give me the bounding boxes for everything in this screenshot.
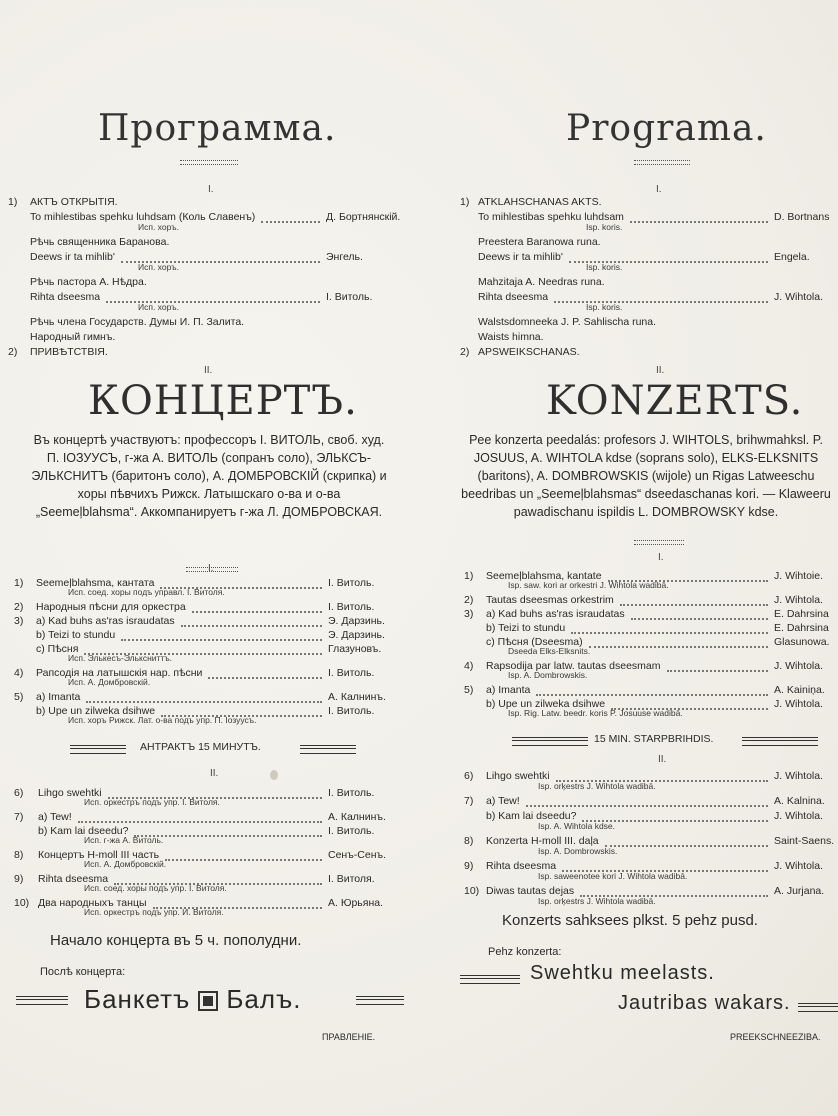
concert-title: КОНЦЕРТЪ. [88,378,358,424]
program-item: Рѣчь священника Баранова. [30,236,170,248]
program-item: Рѣчь члена Государств. Думы И. П. Залита. [30,316,245,328]
composer-name: A. Kainiņa. [774,684,825,696]
performer-note: Isp. saw. kori ar orkestri J. Wihtola wadibā. [508,580,669,590]
leader-dots [192,611,322,613]
leader-dots [78,821,322,823]
composer-name: D. Bortnans [774,211,830,223]
item-number: 6) [464,770,474,782]
program-item: Tautas dseesmas orkestrim [486,594,614,606]
program-item: Rihta dseesma [478,291,549,303]
banquet-ball-line [84,984,301,1015]
double-rule [742,737,818,746]
program-item: Lihgo swehtki [486,770,550,782]
program-item: Mahzitaja A. Needras runa. [478,276,605,288]
performer-note: Isp. saweenotee kori J. Wihtola wadibā. [538,871,688,881]
performer-note: Исп. хоръ. [138,262,179,272]
composer-name: Engela. [774,251,810,263]
item-number: 3) [464,608,474,620]
double-rule [70,745,126,754]
performer-note: Isp. A. Wihtola kdse. [538,821,616,831]
program-item: a) Tew! [486,795,520,807]
program-item: To mihlestibas spehku luhdsam (Коль Славенъ) [30,211,256,223]
composer-name: J. Wihtola. [774,770,824,782]
start-time-note: Начало концерта въ 5 ч. пополудни. [50,932,302,949]
leader-dots [605,845,768,847]
program-item: Rihta dseesma [30,291,101,303]
program-item: a) Imanta [36,691,81,703]
section-numeral: II. [204,365,213,376]
composer-name: J. Wihtola. [774,810,824,822]
program-item: a) Imanta [486,684,531,696]
performer-note: Исп. А. Домбровскій. [68,677,151,687]
part-numeral: I. [208,563,214,574]
section-numeral: I. [656,184,662,195]
item-number: 4) [464,660,474,672]
performer-note: Исп. хоръ. [138,222,179,232]
paper-stain [270,770,278,780]
program-item: Deews ir ta mihlib' [478,251,563,263]
program-item: Народныя пѣсни для оркестра [36,601,186,613]
part-numeral: II. [658,754,667,765]
program-item: a) Kad buhs as'ras israudatas [486,608,625,620]
signature: ПРАВЛЕНІЕ. [322,1032,376,1042]
item-number: 2) [8,346,18,358]
program-item: Konzerta H-moll III. daļa [486,835,599,847]
program-item: Seemeļblahsma, kantate [486,570,602,582]
composer-name: І. Витоль. [328,577,375,589]
performer-note: Isp. koris. [586,302,623,312]
concert-description: Pee konzerta peedalás: profesors J. WIHTOLS, brihwmahksl. P. JOSUUS, A. WIHTOLA kdse (soprans solo), ELKS-ELKSNITS (baritons), A. DOMBROWSKIS (wijole) un Rigas Latweeschu beedribas un „Seemeļblahsmas“ dseedaschanas kori. — Klaweeru pawadischanu ispildis L. DOMBROWSKY kdse. [461,433,831,519]
performer-note: Isp. A. Dombrowskis. [508,670,588,680]
performer-note: Исп. Элькесъ-Эльксниттъ. [68,653,173,663]
double-rule [16,996,68,1005]
program-item: АКТЪ ОТКРЫТІЯ. [30,196,118,208]
composer-name: J. Wihtola. [774,698,824,710]
ball-label: Балъ. [226,984,302,1014]
double-rule [460,975,520,984]
composer-name: J. Wihtola. [774,860,824,872]
composer-name: J. Wihtola. [774,660,824,672]
divider [634,540,684,545]
composer-name: J. Wihtoie. [774,570,824,582]
program-item: a) Tew! [38,811,72,823]
leader-dots [86,701,322,703]
composer-name: І. Витоль. [328,825,375,837]
leader-dots [181,625,322,627]
performer-note: Исп. хоръ Рижск. Лат. о-ва подъ упр. П. Іозуусъ. [68,715,257,725]
leader-dots [620,604,768,606]
divider [634,160,690,165]
program-item: APSWEIKSCHANAS. [478,346,580,358]
performer-note: Исп. хоръ. [138,302,179,312]
leader-dots [526,805,768,807]
leader-dots [208,677,322,679]
composer-name: І. Витоль. [328,667,375,679]
program-item: b) Teizi to stundu [36,629,116,641]
performer-note: Исп. оркестръ подъ упр. И. Витоля. [84,907,224,917]
leader-dots [571,632,768,634]
page-title: Программа. [98,108,337,149]
composer-name: А. Калнинъ. [328,811,386,823]
item-number: 8) [464,835,474,847]
performer-note: Исп. А. Домбровскій. [84,859,167,869]
leader-dots [589,646,768,648]
performer-note: Исп. соед. хоры подъ управл. І. Витоля. [68,587,225,597]
performer-note: Исп. оркестръ подъ упр. І. Витоля. [84,797,220,807]
item-number: 2) [460,346,470,358]
composer-name: J. Wihtola. [774,594,824,606]
composer-name: Glasunowa. [774,636,830,648]
program-item: Rapsodija par latw. tautas dseesmam [486,660,661,672]
program-item: Seemeļblahsma, кантата [36,577,155,589]
program-item: c) Пѣсня (Dseesma) [486,636,583,648]
program-item: ПРИВѢТСТВІЯ. [30,346,108,358]
performer-note: Isp. orķestrs J. Wihtola wadibā. [538,781,656,791]
program-item: Deews ir ta mihlib' [30,251,115,263]
program-item: Diwas tautas dejas [486,885,575,897]
item-number: 9) [464,860,474,872]
item-number: 5) [464,684,474,696]
performer-note: Исп. г-жа А. Витоль. [84,835,164,845]
program-item: To mihlestibas spehku luhdsam [478,211,624,223]
intermission-label: 15 MIN. STARPBRIHDIS. [594,733,714,745]
program-item: ATKLAHSCHANAS AKTS. [478,196,602,208]
divider [180,160,238,165]
item-number: 8) [14,849,24,861]
double-rule [300,745,356,754]
composer-name: І. Витоль. [326,291,373,303]
composer-name: Э. Дарзинь. [328,629,385,641]
program-item: Walstsdomneeka J. P. Sahlischa runa. [478,316,657,328]
program-item: Rihta dseesma [486,860,557,872]
banquet-label: Банкетъ [84,984,191,1014]
composer-name: Глазуновъ. [328,643,382,655]
composer-name: A. Jurjana. [774,885,825,897]
item-number: 1) [14,577,24,589]
program-item: b) Upe un zilweka dsihwe [36,705,156,717]
performer-note: Dseeda Elks-Elksnits. [508,646,591,656]
item-number: 6) [14,787,24,799]
double-rule [356,996,404,1005]
program-item: Waists himna. [478,331,544,343]
leader-dots [121,639,322,641]
leader-dots [630,221,768,223]
composer-name: І. Витоля. [328,873,375,885]
composer-name: J. Wihtola. [774,291,824,303]
composer-name: І. Витоль. [328,705,375,717]
composer-name: Д. Бортнянскій. [326,211,401,223]
section-numeral: II. [656,365,665,376]
composer-name: Э. Дарзинь. [328,615,385,627]
program-item: Два народныхъ танцы [38,897,147,909]
start-time-note: Konzerts sahksees plkst. 5 pehz pusd. [502,912,758,929]
concert-title: KONZERTS. [546,378,804,424]
leader-dots [261,221,320,223]
item-number: 7) [464,795,474,807]
item-number: 2) [14,601,24,613]
double-rule [512,737,588,746]
item-number: 7) [14,811,24,823]
performer-note: Isp. koris. [586,222,623,232]
double-rule [798,1003,838,1012]
evening-line: Jautribas wakars. [618,992,791,1014]
program-item: b) Kam lai dseedu? [486,810,577,822]
program-item: b) Upe un zilweka dsihwe [486,698,606,710]
program-item: Preestera Baranowa runa. [478,236,601,248]
section-numeral: I. [208,184,214,195]
feast-line: Swehtku meelasts. [530,962,715,984]
item-number: 1) [460,196,470,208]
composer-name: А. Юрьяна. [328,897,383,909]
part-numeral: I. [658,552,664,563]
performer-note: Isp. orķestrs J. Wihtola wadibā. [538,896,656,906]
item-number: 2) [464,594,474,606]
item-number: 3) [14,615,24,627]
composer-name: І. Витоль. [328,787,375,799]
composer-name: Энгель. [326,251,363,263]
composer-name: E. Dahrsina [774,622,829,634]
after-concert-label: Pehz konzerta: [488,946,562,958]
concert-description: Въ концертѣ участвуютъ: профессоръ І. ВИТОЛЬ, своб. худ. П. ІОЗУУСЪ, г-жа А. ВИТОЛЬ (сопранъ соло), ЭЛЬКСЪ-ЭЛЬКСНИТЪ (баритонъ соло), А. ДОМБРОВСКІЙ (скрипка) и хоры пѣвчихъ Рижск. Латышскаго о-ва и о-ва „Seemeļblahsma“. Аккомпанируетъ г-жа Л. ДОМБРОВСКАЯ. [31,433,387,519]
item-number: 5) [14,691,24,703]
leader-dots [536,694,768,696]
leader-dots [631,618,768,620]
program-item: Рапсодія на латышскія нар. пѣсни [36,667,203,679]
item-number: 10) [14,897,30,909]
performer-note: Исп. соед. хоры подъ упр. І. Витоля. [84,883,227,893]
item-number: 9) [14,873,24,885]
item-number: 1) [464,570,474,582]
page-title: Programa. [566,108,767,149]
after-concert-label: Послѣ концерта: [40,966,126,978]
program-item: Рѣчь пастора А. Нѣдра. [30,276,147,288]
performer-note: Isp. A. Dombrowskis. [538,846,618,856]
composer-name: E. Dahrsina [774,608,829,620]
program-item: Народный гимнъ. [30,331,116,343]
intermission-label: АНТРАКТЪ 15 МИНУТЪ. [140,741,261,753]
performer-note: Isp. koris. [586,262,623,272]
performer-note: Isp. Rig. Latw. beedr. koris P. Josuuse wadibā. [508,708,683,718]
composer-name: А. Калнинъ. [328,691,386,703]
program-item: Lihgo swehtki [38,787,102,799]
composer-name: A. Kalnina. [774,795,825,807]
item-number: 1) [8,196,18,208]
composer-name: Saint-Saens. [774,835,835,847]
part-numeral: II. [210,768,219,779]
program-item: c) Пѣсня [36,643,79,655]
leader-dots [165,859,322,861]
composer-name: І. Витоль. [328,601,375,613]
program-item: b) Kam lai dseedu? [38,825,129,837]
square-ornament-icon [198,991,218,1011]
program-item: a) Kad buhs as'ras israudatas [36,615,175,627]
item-number: 4) [14,667,24,679]
program-item: Rihta dseesma [38,873,109,885]
signature: PREEKSCHNEEZIBA. [730,1032,821,1042]
program-item: Концертъ H-moll III часть [38,849,160,861]
composer-name: Сенъ-Сенъ. [328,849,386,861]
item-number: 10) [464,885,480,897]
leader-dots [667,670,768,672]
program-item: b) Teizi to stundu [486,622,566,634]
